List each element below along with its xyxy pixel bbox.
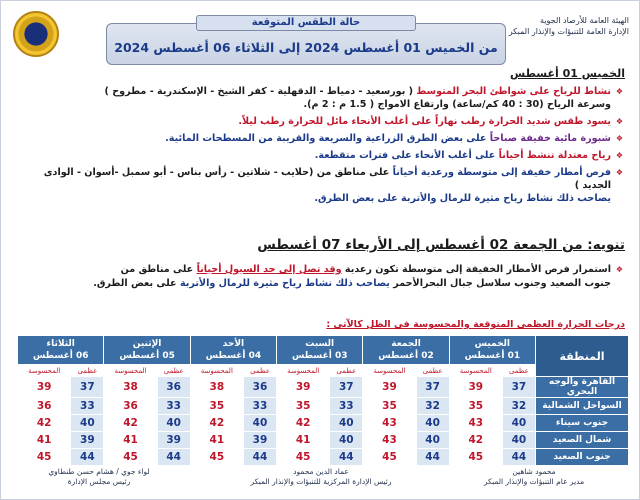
notice-paragraph	[61, 263, 623, 291]
bullet-fog-lead: شبورة مائية خفيفة صباحاً	[489, 133, 611, 144]
felt-temp-cell: 35	[450, 398, 502, 414]
subheader-max: عظمى	[417, 365, 449, 376]
signature-left-title: رئيس مجلس الإدارة	[67, 477, 131, 486]
max-temp-cell: 37	[71, 377, 103, 397]
max-temp-cell: 40	[330, 415, 362, 431]
region-name: جنوب الصعيد	[536, 449, 628, 465]
max-temp-cell: 33	[158, 398, 190, 414]
table-row	[18, 449, 628, 465]
bullet-rain	[19, 166, 623, 205]
bullet-winds-lead: نشاط للرياح على شواطئ البحر المتوسط	[416, 86, 611, 97]
max-temp-cell: 40	[417, 432, 449, 448]
felt-temp-cell: 42	[104, 415, 156, 431]
felt-temp-cell: 42	[191, 415, 243, 431]
max-temp-cell: 44	[417, 449, 449, 465]
bullet-winds-rest: ( بورسعيد - دمياط - الدقهلية - كفر الشيخ - الإسكندرية - مطروح )	[104, 86, 417, 97]
subheader-max: عظمى	[71, 365, 103, 376]
max-temp-cell: 37	[503, 377, 535, 397]
max-temp-cell: 40	[503, 432, 535, 448]
day-header: الجمعة 02 أغسطس	[363, 336, 448, 364]
felt-temp-cell: 38	[191, 377, 243, 397]
region-name: السواحل الشمالية	[536, 398, 628, 414]
subheader-felt: المحسوسة	[363, 365, 415, 376]
max-temp-cell: 40	[503, 415, 535, 431]
table-caption: درجات الحرارة العظمى المتوقعة والمحسوسة في الظل كالآتي :	[326, 319, 625, 330]
max-temp-cell: 44	[244, 449, 276, 465]
table-row	[18, 377, 628, 397]
signature-right-name: محمود شاهين	[512, 467, 556, 476]
day1-title: الخميس 01 أغسطس	[510, 67, 625, 80]
felt-temp-cell: 38	[104, 377, 156, 397]
max-temp-cell: 33	[330, 398, 362, 414]
region-column-header: المنطقة	[536, 336, 628, 376]
felt-temp-cell: 45	[18, 449, 70, 465]
bullet-rain-line2: يصاحب ذلك نشاط رياح مثيرة للرمال والأتربة على بعض الطرق.	[314, 193, 611, 204]
max-temp-cell: 44	[71, 449, 103, 465]
max-temp-cell: 37	[417, 377, 449, 397]
region-name: شمال الصعيد	[536, 432, 628, 448]
felt-temp-cell: 39	[450, 377, 502, 397]
felt-temp-cell: 36	[18, 398, 70, 414]
max-temp-cell: 37	[330, 377, 362, 397]
subheader-max: عظمى	[503, 365, 535, 376]
felt-temp-cell: 45	[277, 449, 329, 465]
felt-temp-cell: 42	[277, 415, 329, 431]
org-line-2: الإدارة العامة للتنبؤات والإنذار المبكر	[508, 27, 629, 36]
felt-temp-cell: 42	[18, 415, 70, 431]
felt-temp-cell: 41	[191, 432, 243, 448]
felt-temp-cell: 39	[363, 377, 415, 397]
day-header: الإثنين 05 أغسطس	[104, 336, 189, 364]
forecast-badge: حالة الطقس المتوقعة	[196, 15, 416, 31]
felt-temp-cell: 41	[18, 432, 70, 448]
day-header: السبت 03 أغسطس	[277, 336, 362, 364]
table-row	[18, 415, 628, 431]
region-name: القاهرة والوجه البحري	[536, 377, 628, 397]
signature-left	[29, 467, 169, 487]
signature-right-title: مدير عام التنبؤات والإنذار المبكر	[483, 477, 585, 486]
max-temp-cell: 40	[417, 415, 449, 431]
felt-temp-cell: 35	[191, 398, 243, 414]
forecast-period: من الخميس 01 أغسطس 2024 إلى الثلاثاء 06 أغسطس 2024	[114, 40, 498, 55]
felt-temp-cell: 43	[450, 415, 502, 431]
max-temp-cell: 39	[244, 432, 276, 448]
day-header: الثلاثاء 06 أغسطس	[18, 336, 103, 364]
day-header: الأحد 04 أغسطس	[191, 336, 276, 364]
max-temp-cell: 40	[158, 415, 190, 431]
signature-middle-title: رئيس الإدارة المركزية للتنبؤات والإنذار المبكر	[250, 477, 392, 486]
max-temp-cell: 44	[503, 449, 535, 465]
max-temp-cell: 36	[244, 377, 276, 397]
felt-temp-cell: 35	[363, 398, 415, 414]
notice-body	[61, 263, 623, 291]
bullet-rain-rest: على مناطق من (حلايب - شلاتين - رأس بناس - أبو سمبل -أسوان - الوادى الجديد )	[43, 167, 611, 191]
max-temp-cell: 36	[158, 377, 190, 397]
bullet-fog	[19, 132, 623, 145]
subheader-felt: المحسوسة	[104, 365, 156, 376]
day1-bullets	[19, 85, 623, 209]
table-row	[18, 432, 628, 448]
signature-right	[459, 467, 609, 487]
felt-temp-cell: 43	[363, 415, 415, 431]
max-temp-cell: 40	[71, 415, 103, 431]
max-temp-cell: 33	[71, 398, 103, 414]
notice-p1: استمرار فرص الأمطار الخفيفة إلى متوسطة تكون رعدية	[341, 264, 611, 275]
bullet-winds-line2: وسرعة الرياح (30 : 40 كم/ساعة) وارتفاع الامواج ( 1.5 م : 2 م).	[303, 99, 611, 110]
bullet-rain-lead: فرص أمطار خفيفة إلى متوسطة ورعدية أحياناً	[392, 167, 611, 178]
felt-temp-cell: 41	[104, 432, 156, 448]
felt-temp-cell: 45	[104, 449, 156, 465]
subheader-felt: المحسوسة	[277, 365, 329, 376]
table-row	[18, 398, 628, 414]
felt-temp-cell: 41	[277, 432, 329, 448]
felt-temp-cell: 36	[104, 398, 156, 414]
felt-temp-cell: 39	[277, 377, 329, 397]
max-temp-cell: 32	[417, 398, 449, 414]
notice-p2: جنوب الصعيد وجنوب سلاسل جبال البحرالأحمر	[389, 278, 611, 289]
org-line-1: الهيئة العامة للأرصاد الجوية	[540, 16, 629, 25]
max-temp-cell: 39	[71, 432, 103, 448]
bullet-winds	[19, 85, 623, 111]
bullet-moderate-winds-rest: على أغلب الأنحاء على فترات متقطعة.	[314, 150, 499, 161]
notice-p1-highlight: وقد تصل إلى حد السيول أحياناً	[196, 264, 342, 275]
region-name: جنوب سيناء	[536, 415, 628, 431]
max-temp-cell: 44	[330, 449, 362, 465]
notice-p2-end: على بعض الطرق.	[93, 278, 180, 289]
felt-temp-cell: 45	[363, 449, 415, 465]
max-temp-cell: 40	[330, 432, 362, 448]
felt-temp-cell: 45	[450, 449, 502, 465]
notice-p2-navy: يصاحب ذلك نشاط رياح مثيرة للرمال والأتربة	[179, 278, 390, 289]
signature-middle-name: عماد الدين محمود	[293, 467, 349, 476]
max-temp-cell: 32	[503, 398, 535, 414]
felt-temp-cell: 39	[18, 377, 70, 397]
subheader-felt: المحسوسة	[450, 365, 502, 376]
signature-left-name: لواء جوي / هشام حسن طنطاوي	[48, 467, 150, 476]
subheader-felt: المحسوسة	[191, 365, 243, 376]
max-temp-cell: 39	[158, 432, 190, 448]
max-temp-cell: 44	[158, 449, 190, 465]
organization-name	[489, 15, 629, 37]
bullet-moderate-winds	[19, 149, 623, 162]
felt-temp-cell: 45	[191, 449, 243, 465]
subheader-felt: المحسوسة	[18, 365, 70, 376]
felt-temp-cell: 35	[277, 398, 329, 414]
notice-title: تنويه: من الجمعة 02 أغسطس إلى الأربعاء 07 أغسطس	[257, 237, 625, 253]
bullet-fog-rest: على بعض الطرق الزراعية والسريعة والقريبة من المسطحات المائية.	[165, 133, 490, 144]
subheader-max: عظمى	[244, 365, 276, 376]
felt-temp-cell: 42	[450, 432, 502, 448]
subheader-max: عظمى	[330, 365, 362, 376]
bullet-heat	[19, 115, 623, 128]
day-header: الخميس 01 أغسطس	[450, 336, 535, 364]
bullet-heat-lead: يسود طقس شديد الحرارة رطب نهاراً على أغلب الأنحاء مائل للحرارة رطب ليلاً.	[238, 116, 611, 127]
max-temp-cell: 33	[244, 398, 276, 414]
signature-middle	[221, 467, 421, 487]
notice-p1-end: على مناطق من	[120, 264, 197, 275]
bullet-moderate-winds-lead: رياح معتدلة تنشط أحياناً	[498, 150, 611, 161]
subheader-max: عظمى	[158, 365, 190, 376]
ema-logo-icon	[13, 11, 59, 57]
temperature-table	[17, 335, 629, 466]
max-temp-cell: 40	[244, 415, 276, 431]
felt-temp-cell: 43	[363, 432, 415, 448]
